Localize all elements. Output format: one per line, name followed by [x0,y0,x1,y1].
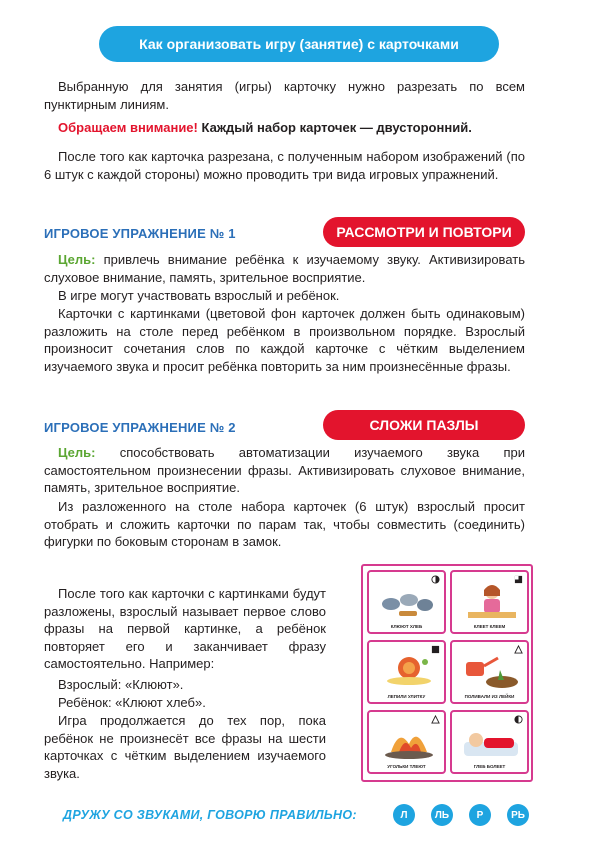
puzzle-card [450,570,529,634]
header-title: Как организовать игру (занятие) с карточками [99,26,499,62]
card-caption: КЛЕЕТ КЛЕЕМ [473,624,506,629]
puzzle-card [450,640,529,704]
puzzle-card [450,710,529,774]
exercise-1-title: ИГРОВОЕ УПРАЖНЕНИЕ № 1 [44,226,236,241]
exercise-2-goal-label: Цель: [58,445,96,460]
girl-gluing-picture [462,582,522,620]
attention-label: Обращаем внимание! [58,120,198,135]
exercise-1-goal [44,251,525,286]
sick-boy-picture [460,724,522,760]
exercise-2-goal-text: способствовать автоматизации изучаемого звука при самостоятельном произнесении фразы. Активизировать слуховое внимание, память, зрительное восприятие. [44,445,525,495]
puzzle-card [367,710,446,774]
example-child: Ребёнок: «Клюют хлеб». [58,695,206,710]
exercise-2-title: ИГРОВОЕ УПРАЖНЕНИЕ № 2 [44,420,236,435]
puzzle-card [367,640,446,704]
exercise-1-goal-text: привлечь внимание ребёнка к изучаемому звуку. Активизировать слуховое внимание, память, зрительное восприятие. [44,252,525,285]
half-circle-icon [431,575,440,584]
sound-badge-r-soft: РЬ [507,804,529,826]
exercise-2-badge: СЛОЖИ ПАЗЛЫ [323,410,525,440]
card-caption: ЛЕПИЛИ УЛИТКУ [387,694,426,699]
card-caption: ПОЛИВАЛИ ИЗ ЛЕЙКИ [464,694,515,699]
intro-paragraph-2: После того как карточка разрезана, с полученным набором изображений (по 6 штук с каждой стороны) можно проводить три вида игровых упражнений. [44,149,525,182]
card-caption: ГЛЕБ БОЛЕЕТ [473,764,506,769]
puzzle-cards-illustration [361,564,533,782]
half-circle-icon [514,715,523,724]
puzzle-card [367,570,446,634]
exercise-2-paragraph-1: Из разложенного на столе набора карточек (6 штук) взрослый просит отобрать и сложить карточки по парам так, чтобы совместить (соединить) фигурки по боковым сторонам в замок. [44,499,525,549]
sound-badge-l-soft: ЛЬ [431,804,453,826]
exercise-1-paragraph-2: Карточки с картинками (цветовой фон карточек должен быть одинаковым) разложить на столе перед ребёнком в произвольном порядке. Взрослый произносит сочетания слов по каждой карточке с чётким выделением изучаемого звука и просит ребёнка повторить за ним произнесённые фразы. [44,306,525,374]
bottom-paragraph-2: Игра продолжается до тех пор, пока ребёнок не произнесёт все фразы на шести карточках с чётким выделением изучаемого звука. [44,713,326,781]
attention-line [44,119,525,137]
bottom-paragraph-1: После того как карточки с картинками будут разложены, взрослый называет первое слово фразы на первой картинке, а ребёнок повторяет его и заканчивает фразу самостоятельно. Например: [44,586,326,671]
card-caption: УГОЛЬКИ ТЛЕЮТ [387,764,426,769]
sound-badge-r: Р [469,804,491,826]
exercise-1-paragraph-1: В игре могут участвовать взрослый и ребёнок. [58,288,340,303]
card-caption: КЛЮЮТ ХЛЕБ [390,624,423,629]
sound-badge-l: Л [393,804,415,826]
exercise-1-goal-label: Цель: [58,252,96,267]
birds-picture [377,584,439,618]
embers-picture [379,722,439,760]
snail-picture [379,650,439,690]
example-adult: Взрослый: «Клюют». [58,677,184,692]
footer-title: ДРУЖУ СО ЗВУКАМИ, ГОВОРЮ ПРАВИЛЬНО: [63,808,357,822]
attention-text: Каждый набор карточек — двусторонний. [201,120,472,135]
watering-can-picture [460,652,522,690]
exercise-1-badge: РАССМОТРИ И ПОВТОРИ [323,217,525,247]
intro-paragraph-1: Выбранную для занятия (игры) карточку нужно разрезать по всем пунктирным линиям. [44,79,525,112]
exercise-2-goal [44,444,525,497]
